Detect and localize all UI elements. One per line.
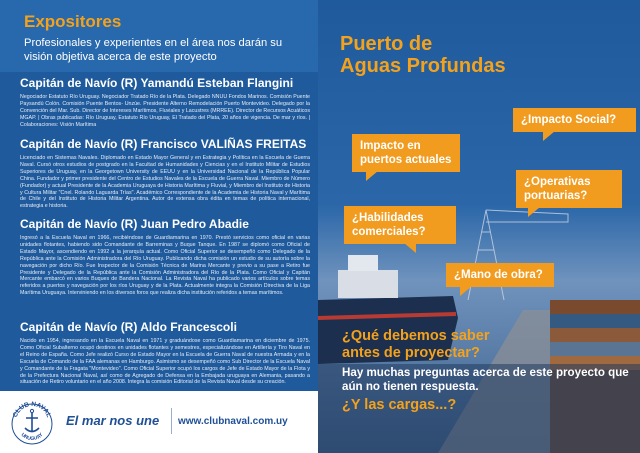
speaker-bio-valinas xyxy=(20,137,310,210)
bubble-tail xyxy=(528,207,540,217)
svg-text:CLUB NAVAL: CLUB NAVAL xyxy=(11,400,53,419)
bubble-tail xyxy=(366,171,378,181)
bubble-tail xyxy=(460,286,472,296)
question-body: Hay muchas preguntas acerca de este proyecto que aún no tienen respuesta. xyxy=(342,366,629,393)
speakers-subtitle: Profesionales y experientes en el área nos darán su visión objetiva acerca de este proyecto xyxy=(24,37,283,63)
port-panel xyxy=(318,0,640,453)
bubble-text: ¿Impacto Social? xyxy=(521,114,617,126)
question-line2: antes de proyectar? xyxy=(342,345,480,361)
panel-title-line1: Puerto de xyxy=(340,33,433,55)
speaker-bio-abadie xyxy=(20,217,310,297)
speaker-name: Capitán de Navío (R) Francisco VALIÑAS FREITAS xyxy=(20,137,307,151)
question-heading xyxy=(342,328,632,362)
bubble-text: Impacto en puertos actuales xyxy=(360,140,452,166)
closing-question: ¿Y las cargas...? xyxy=(342,397,457,413)
panel-title-line2: Aguas Profundas xyxy=(340,55,506,77)
website-link[interactable]: www.clubnaval.com.uy xyxy=(178,416,288,427)
panel-title xyxy=(340,33,506,77)
speech-bubble-impacto-social xyxy=(513,108,636,132)
question-line1: ¿Qué debemos saber xyxy=(342,328,490,344)
speaker-description: Ingresó a la Escuela Naval en 1966, recibiéndose de Guardiamarina en 1970. Prestó servicios como oficial en varias unidades flotantes, habiendo sido Comandante de Barreminas y Buque Tanque. En 1987 se diplomó como Oficial de Estado Mayor, ascendiendo en 1992 a la jerarquía actual. Como Oficial Superior se desempeñó como Delegado de la República ante la Comisión Administradora del Río Uruguay. Publicando dicha comisión un estudio de su autoría sobre la navegación por dicho Río. Fue Inspector de la Comisión Técnica de Marina Mercante y previo a su pase a Retiro fue Presidente y Delegado de la República ante la Comisión Administradora del Río de la Plata. Como Oficial y Capitán Mercante embarcó en varios Buques de Bandera Nacional. La Revista Naval ha publicado varios artículos sobre temas referidos a puertos y navegación por los ríos Uruguay y de la Plata. Actualmente integra la Comisión Directiva de la Liga Marítima Uruguaya. Interviniendo en los diversos foros que realiza dicha institución referidos a temas marítimos. xyxy=(20,235,310,297)
speaker-name: Capitán de Navío (R) Yamandú Esteban Flangini xyxy=(20,76,294,90)
speaker-bio-flangini xyxy=(20,76,310,129)
speaker-description: Nacido en 1954, ingresando en la Escuela Naval en 1971 y graduándose como Guardiamarina en diciembre de 1975. Como Oficial Subalterno ocupó destinos en unidades flotantes y semestres, especializándose en Artillería y Tiro Naval en el Reino de España. Como Jefe realizó Curso de Estado Mayor en la Escuela de Guerra Naval de nuestra Armada y en la Escuela de Comando de la FAA alemanas en Hamburgo. Asimismo se desempeñó como Sub Director de la Escuela Naval y Comandante de la Fragata "Montevideo". Como Oficial Superior ocupó los cargos de Jefe de Estado Mayor de la Flota y de la Prefectura Nacional Naval, así como de Agregado de Defensa en la Embajada uruguaya en Alemania, pasando a situación de Retiro voluntario en el año 2008. Integra la comisión Editorial de la Revista Naval desde su creación. xyxy=(20,338,310,386)
speech-bubble-mano-de-obra xyxy=(446,263,554,287)
svg-text:URUGUAY: URUGUAY xyxy=(19,431,45,443)
bubble-text: ¿Mano de obra? xyxy=(454,269,543,281)
speaker-name: Capitán de Navío (R) Aldo Francescoli xyxy=(20,320,237,334)
speech-bubble-impacto-puertos xyxy=(352,134,460,172)
club-naval-logo-icon xyxy=(10,398,54,446)
speakers-title: Expositores xyxy=(24,12,122,31)
bubble-tail xyxy=(404,243,416,253)
footer-tagline: El mar nos une xyxy=(66,413,160,428)
speech-bubble-habilidades xyxy=(344,206,456,244)
footer-divider xyxy=(171,408,172,434)
speaker-description: Negociador Estatuto Río Uruguay. Negociador Tratado Río de la Plata. Delegado NNUU Fondos Marinos. Comisión Puente Paysandú Colón. Comisión Puente Bentos- Unzúe. Presidente Alterno Remodelación Puerto Montevideo. Delegado por la Convención del Mar. Sub. Director de Intereses Marítimos, Fluviales y Lacustres (MRREE). Director de Recursos Acuáticos MGAP. | Obras publicadas: Río Uruguay, Estatuto Río Uruguay, El Tratado del Plata, 20 años de vigencia. De mar y ríos. | Colaboraciones: Visión Marítima xyxy=(20,94,310,128)
speech-bubble-operativas xyxy=(516,170,622,208)
bubble-text: ¿Operativas portuarias? xyxy=(524,176,591,202)
bubble-tail xyxy=(543,131,555,141)
speaker-bio-francescoli xyxy=(20,320,310,386)
speakers-panel xyxy=(0,0,318,453)
speaker-description: Licenciado en Sistemas Navales. Diplomado en Estado Mayor General y en Estrategia y Política en la Escuela de Guerra Naval. Cursó otros estudios de postgrado en la Facultad de Humanidades y Ciencias y en el Instituto Militar de Estudios Superiores de Uruguay, en la Georgetown University de EEUU y en la Universidad Nacional de la República Popular China. Fundador y primer presidente del Centro de Estudios Navales de la Escuela de Guerra Naval. Miembro de Número (Fundador) y actual Presidente de la Academia Uruguaya de Historia Marítima y Fluvial, y Miembro del Instituto de Historia y Cultura Militar "Cnel. Rolando Laguarda Trías". Académico Correspondiente de la Academia de Historia Naval y Marítima de Chile y del Instituto de Historia Militar Argentina. Autor de extensa obra édita en temas de política internacional, estrategia e historia. xyxy=(20,155,310,210)
bubble-text: ¿Habilidades comerciales? xyxy=(352,212,426,238)
speaker-name: Capitán de Navío (R) Juan Pedro Abadie xyxy=(20,217,249,231)
